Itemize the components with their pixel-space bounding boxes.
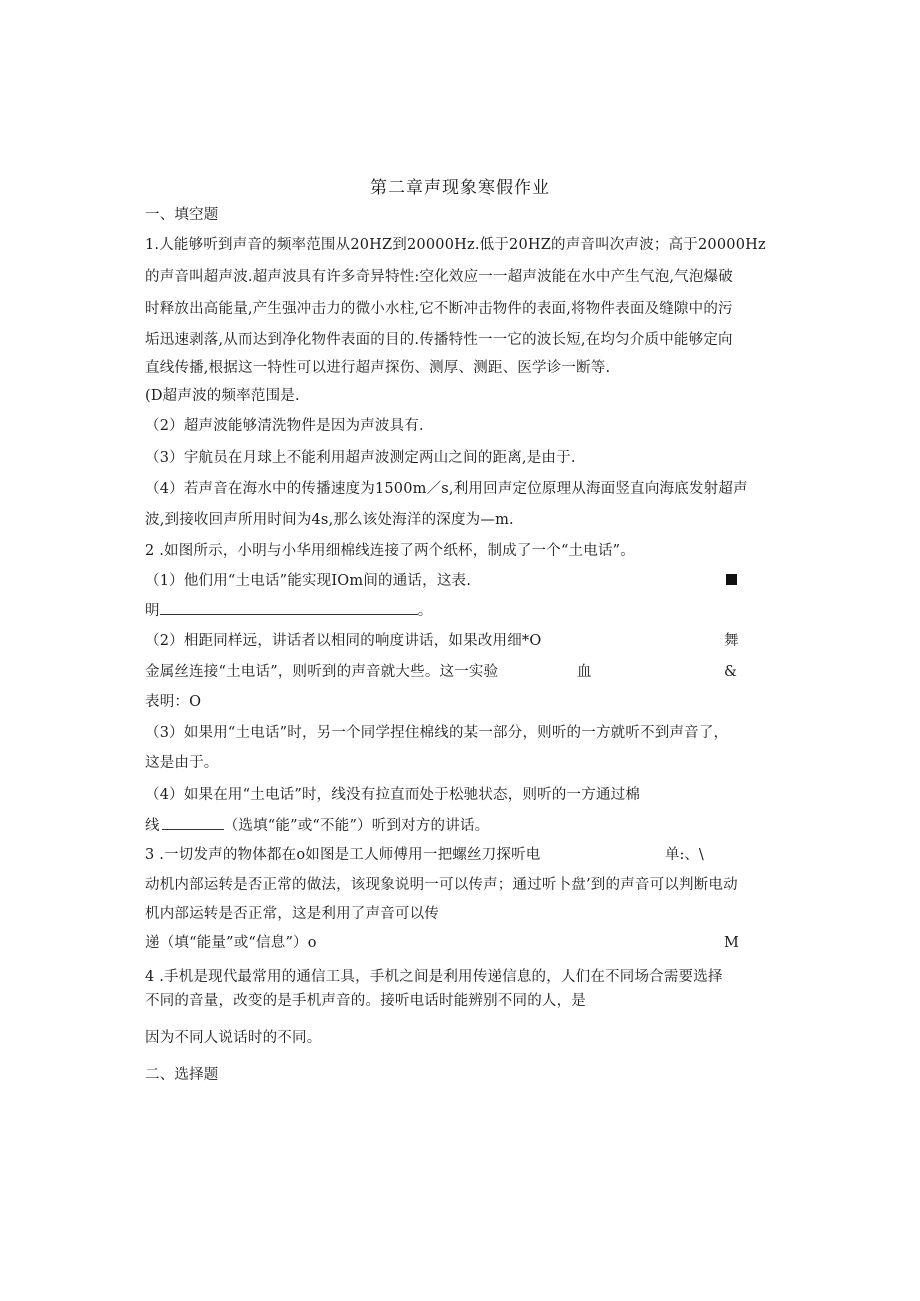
q1-sub-3: （3）宇航员在月球上不能利用超声波测定两山之间的距离,是由于. [145,450,576,466]
q2-sub-4b-suffix: （选填“能”或“不能”）听到对方的讲话。 [223,818,490,834]
q2-sub-4b-prefix: 线 [145,818,160,834]
q1-sub-1: (D超声波的频率范围是. [145,388,300,404]
q2-sub-4b [145,815,489,836]
q2-sub-2c: 表明：O [145,694,202,710]
section-heading-fill-in: 一、填空题 [145,207,219,223]
q2-sub-1b [145,600,432,621]
q2-sub-3b: 这是由于。 [145,755,219,771]
figure-label-e: M [724,935,739,951]
figure-label-a: 舞 [724,633,739,649]
q4-line-3: 因为不同人说话时的不同。 [145,1030,322,1046]
q2-sub-3a: （3）如果用“土电话”时，另一个同学捏住棉线的某一部分，则听的一方就听不到声音了， [145,725,729,741]
answer-blank [162,815,224,830]
q1-sub-4a: （4）若声音在海水中的传播速度为1500m／s,利用回声定位原理从海面竖直向海底发射超声 [145,481,748,497]
q2-sub-2a: （2）相距同样远，讲话者以相同的响度讲话，如果改用细*O [145,633,542,649]
q4-line-2: 不同的音量，改变的是手机声音的。接听电话时能辨别不同的人，是 [145,993,586,1009]
q3-line-4: 递（填“能量”或“信息”）o [145,935,317,951]
section-heading-choice: 二、选择题 [145,1067,219,1083]
answer-blank [160,600,418,615]
q3-line-2: 动机内部运转是否正常的做法，该现象说明一可以传声；通过听卜盘’到的声音可以判断电动 [145,877,738,893]
q1-line-4: 垢迅速剥落,从而达到净化物件表面的目的.传播特性一一它的波长短,在均匀介质中能够定向 [145,332,733,348]
q2-sub-1a: （1）他们用“土电话”能实现IOm间的通话，这表. [145,573,472,589]
q2-sub-1b-prefix: 明 [145,603,160,619]
q1-line-1: 1.人能够听到声音的频率范围从20HZ到20000Hz.低于20HZ的声音叫次声波；高于20000Hz [145,237,766,253]
figure-label-c: & [724,664,737,680]
q1-line-3: 时释放出高能量,产生强冲击力的微小水柱,它不断冲击物件的表面,将物件表面及缝隙中的污 [145,301,733,317]
q2-sub-2b: 金属丝连接“土电话”，则听到的声音就大些。这一实验 [145,664,499,680]
q1-line-5: 直线传播,根据这一特性可以进行超声探伤、测厚、测距、医学诊一断等. [145,360,611,376]
figure-label-d: 单:、\ [665,847,704,863]
q1-sub-4b: 波,到接收回声所用时间为4s,那么该处海洋的深度为—m. [145,512,514,528]
q2-sub-1b-suffix: 。 [417,603,433,619]
q1-line-2: 的声音叫超声波.超声波具有许多奇异特性:空化效应一一超声波能在水中产生气泡,气泡爆破 [145,269,733,285]
figure-square-mark [726,571,737,591]
q2-intro: 2 .如图所示，小明与小华用细棉线连接了两个纸杯，制成了一个“土电话”。 [145,543,635,559]
q3-line-3: 机内部运转是否正常，这是利用了声音可以传 [145,906,439,922]
figure-label-b: 血 [577,664,592,680]
q3-line-1: 3 .一切发声的物体都在o如图是工人师傅用一把螺丝刀探听电 [145,847,541,863]
q4-line-1: 4 .手机是现代最常用的通信工具，手机之间是利用传递信息的，人们在不同场合需要选择 [145,969,723,985]
q1-sub-2: （2）超声波能够清洗物件是因为声波具有. [145,418,424,434]
page-title: 第二章声现象寒假作业 [370,178,550,198]
q2-sub-4a: （4）如果在用“土电话”时，线没有拉直而处于松驰状态，则听的一方通过棉 [145,787,641,803]
